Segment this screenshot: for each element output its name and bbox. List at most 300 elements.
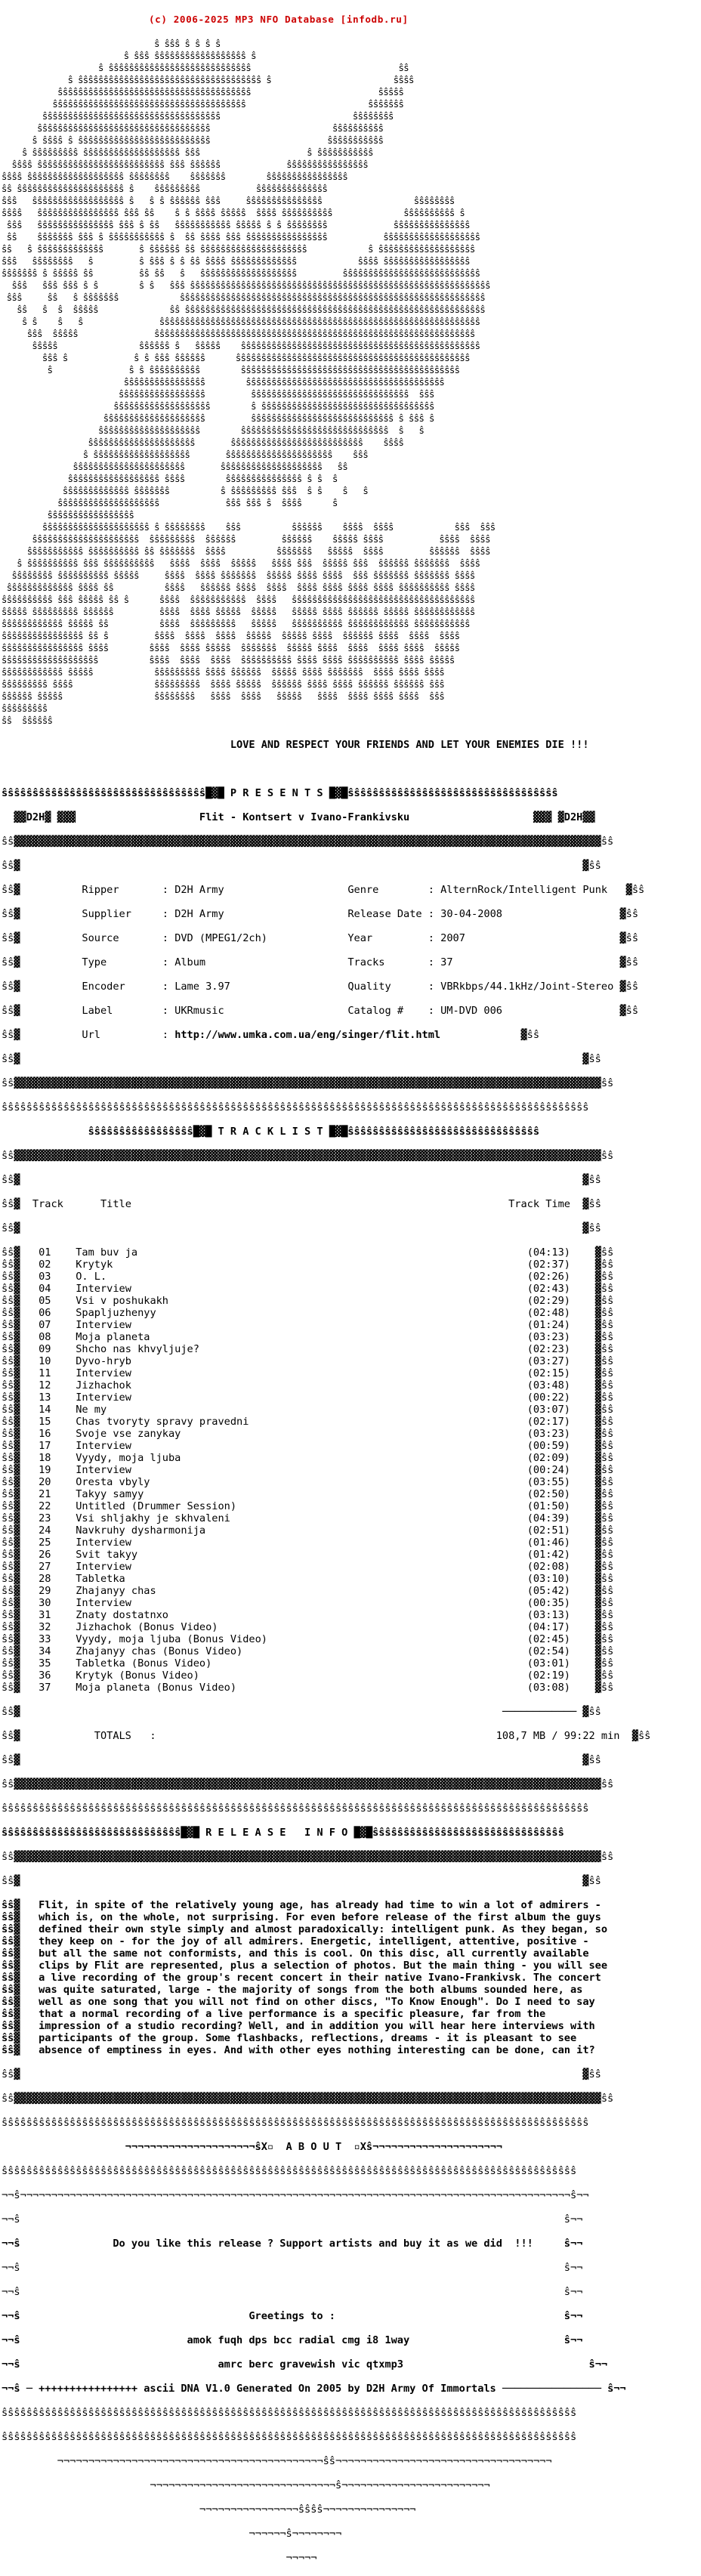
track-row: ŝŝ▓ 04 Interview (02:43) ▓ŝŝ — [2, 1283, 614, 1295]
release-info-line: ŝŝ▓ absence of emptiness in eyes. And with other eyes nothing interesting can be done, can it? — [2, 2044, 595, 2056]
frame-top: ŝŝ▓▓▓▓▓▓▓▓▓▓▓▓▓▓▓▓▓▓▓▓▓▓▓▓▓▓▓▓▓▓▓▓▓▓▓▓▓▓▓▓▓▓▓▓▓▓▓▓▓▓▓▓▓▓▓▓▓▓▓▓▓▓▓▓▓▓▓▓▓▓▓▓▓▓▓▓▓▓▓▓▓▓▓▓▓▓▓▓▓▓▓▓▓▓▓ŝŝ — [2, 1851, 614, 1863]
ascii-art-row: ŝŝŝŝŝŝŝŝŝŝŝŝŝŝŝŝŝŝŝŝŝ ŝ ŝŝŝŝŝŝŝŝ ŝŝŝ ŝŝŝŝŝŝ ŝŝŝŝ ŝŝŝŝ ŝŝŝ ŝŝŝ — [2, 522, 496, 533]
footer-taper: ¬¬¬¬¬¬¬¬¬¬¬¬¬¬¬¬ŝŝŝŝ¬¬¬¬¬¬¬¬¬¬¬¬¬¬¬ — [2, 2503, 416, 2516]
track-title: Oresta vbyly — [76, 1476, 150, 1488]
info-row: ŝŝ▓ Ripper : D2H Army Genre : AlternRock/Intelligent Punk ▓ŝŝ — [2, 884, 645, 896]
track-number: 35 — [39, 1657, 51, 1669]
ascii-art-row: ŝ ŝ ŝ ŝ ŝŝŝŝŝŝŝŝŝŝŝŝŝŝŝŝŝŝŝŝŝŝŝŝŝŝŝŝŝŝŝŝŝŝŝŝŝŝŝŝŝŝŝŝŝŝŝŝŝŝŝŝŝŝŝŝŝŝŝŝŝŝŝ — [2, 317, 480, 327]
track-title: Krytyk — [76, 1259, 113, 1271]
track-list — [2, 1246, 699, 1694]
track-title: Interview — [76, 1391, 131, 1404]
ascii-art-row: ŝŝ ŝŝŝŝŝŝŝŝŝŝŝŝŝŝŝŝŝŝŝŝŝ ŝ ŝŝŝŝŝŝŝŝŝ ŝŝŝŝŝŝŝŝŝŝŝŝŝŝ — [2, 184, 328, 194]
ascii-art-row: ŝŝŝŝŝŝŝŝŝ ŝŝŝŝ ŝŝŝŝŝŝŝŝŝ ŝŝŝŝ ŝŝŝŝŝ ŝŝŝŝŝŝ ŝŝŝŝ ŝŝŝŝ ŝŝŝŝŝŝ ŝŝŝŝŝŝ ŝŝŝ — [2, 679, 445, 690]
track-title: Vsi v poshukakh — [76, 1295, 168, 1307]
track-row: ŝŝ▓ 35 Tabletka (Bonus Video) (03:01) ▓ŝŝ — [2, 1657, 614, 1669]
track-title: Takyy samyy — [76, 1488, 144, 1500]
ascii-art-row: ŝŝŝŝŝ ŝŝŝŝŝŝŝŝŝ ŝŝŝŝŝŝ ŝŝŝŝ ŝŝŝŝ ŝŝŝŝŝ ŝŝŝŝŝ ŝŝŝŝŝ ŝŝŝŝ ŝŝŝŝŝŝ ŝŝŝŝŝ ŝŝŝŝŝŝŝŝŝŝŝŝ — [2, 607, 475, 617]
ascii-art-row: ŝ ŝŝŝŝŝŝŝŝŝ ŝŝŝŝŝŝŝŝŝŝŝŝŝŝŝŝŝŝŝ ŝŝŝ ŝ ŝŝŝŝŝŝŝŝŝŝŝ — [2, 147, 373, 158]
track-row: ŝŝ▓ 29 Zhajanyy chas (05:42) ▓ŝŝ — [2, 1585, 614, 1597]
track-number: 22 — [39, 1500, 51, 1512]
frame-line: ŝŝ▓ ▓ŝŝ — [2, 2068, 601, 2080]
track-title: Svoje vse zanykay — [76, 1428, 181, 1440]
track-time: (02:17) — [527, 1416, 570, 1428]
ascii-art-row: ŝŝŝŝŝŝŝŝŝŝŝŝŝŝŝŝŝŝŝ ŝŝŝŝ ŝŝŝŝ ŝŝŝŝ ŝŝŝŝŝŝŝŝŝŝ ŝŝŝŝ ŝŝŝŝ ŝŝŝŝŝŝŝŝŝŝ ŝŝŝŝ ŝŝŝŝŝ — [2, 655, 455, 666]
track-title: Zhajanyy chas (Bonus Video) — [76, 1645, 243, 1657]
track-number: 14 — [39, 1404, 51, 1416]
track-title: O. L. — [76, 1271, 107, 1283]
totals-separator: ŝŝ▓ ──────────── ▓ŝŝ — [2, 1706, 601, 1718]
about-banner: ¬¬¬¬¬¬¬¬¬¬¬¬¬¬¬¬¬¬¬¬¬ŝX▫ A B O U T ▫Xŝ¬¬¬¬¬¬¬¬¬¬¬¬¬¬¬¬¬¬¬¬¬ — [2, 2141, 502, 2153]
frame-line: ŝŝ▓ ▓ŝŝ — [2, 1754, 601, 1766]
track-time: (02:15) — [527, 1367, 570, 1379]
track-row: ŝŝ▓ 36 Krytyk (Bonus Video) (02:19) ▓ŝŝ — [2, 1669, 614, 1682]
track-number: 02 — [39, 1259, 51, 1271]
ascii-art-row: ŝŝŝŝŝŝŝŝŝŝŝŝŝŝŝŝŝŝŝŝŝŝŝŝŝŝŝŝŝŝŝŝŝŝŝŝŝŝ ŝŝŝŝŝŝŝ — [2, 99, 404, 110]
about-frame: ¬¬ŝ ŝ¬¬ — [2, 2213, 583, 2225]
track-row: ŝŝ▓ 32 Jizhachok (Bonus Video) (04:17) ▓ŝŝ — [2, 1621, 614, 1633]
ascii-art-row: ŝŝŝŝŝŝŝŝŝŝ ŝŝŝ ŝŝŝŝŝ ŝŝ ŝ ŝŝŝŝ ŝŝŝŝŝŝŝŝŝŝŝ ŝŝŝŝ ŝŝŝŝŝŝŝŝŝŝŝŝŝŝŝŝŝŝŝŝŝŝŝŝŝŝŝŝŝŝŝŝŝŝŝŝ — [2, 595, 475, 605]
nfo-document — [2, 2, 699, 2564]
frame-line: ŝŝ▓ ▓ŝŝ — [2, 860, 601, 872]
release-url[interactable]: http://www.umka.com.ua/eng/singer/flit.html — [174, 1029, 441, 1041]
frame-bottom: ŝŝ▓▓▓▓▓▓▓▓▓▓▓▓▓▓▓▓▓▓▓▓▓▓▓▓▓▓▓▓▓▓▓▓▓▓▓▓▓▓▓▓▓▓▓▓▓▓▓▓▓▓▓▓▓▓▓▓▓▓▓▓▓▓▓▓▓▓▓▓▓▓▓▓▓▓▓▓▓▓▓▓▓▓▓▓▓▓▓▓▓▓▓▓▓▓▓ŝŝ — [2, 1077, 614, 1089]
tracklist-label: T R A C K L I S T — [218, 1126, 323, 1138]
track-number: 06 — [39, 1307, 51, 1319]
release-info-sentence: a live recording of the group's recent concert in their native Ivano-Frankivsk. The concert — [39, 1972, 601, 1984]
track-time: (02:19) — [527, 1669, 570, 1682]
track-time: (02:37) — [527, 1259, 570, 1271]
info-row: ŝŝ▓ Url : http://www.umka.com.ua/eng/singer/flit.html ▓ŝŝ — [2, 1029, 540, 1041]
track-number: 07 — [39, 1319, 51, 1331]
track-title: Vyydy, moja ljuba (Bonus Video) — [76, 1633, 267, 1645]
track-time: (02:08) — [527, 1561, 570, 1573]
ascii-art-row: ŝŝŝŝŝŝŝŝŝ — [2, 703, 48, 714]
track-number: 30 — [39, 1597, 51, 1609]
slogan-line — [2, 739, 699, 751]
track-time: (03:27) — [527, 1355, 570, 1367]
greetings-2: amrc berc gravewish vic qtxmp3 — [218, 2358, 403, 2371]
release-info-sentence: well as one song that you will not find on other discs, "To Know Enough". Do I need to say — [39, 1996, 595, 2008]
track-title: Ne my — [76, 1404, 107, 1416]
footer-taper: ¬¬¬¬¬¬ŝ¬¬¬¬¬¬¬¬ — [2, 2528, 342, 2540]
presents-label: P R E S E N T S — [230, 787, 323, 799]
track-title: Interview — [76, 1464, 131, 1476]
release-info-line: ŝŝ▓ clips by Flit are represented, plus a selection of photos. But the main thing - you will see — [2, 1960, 608, 1972]
track-title: Spapljuzhenyy — [76, 1307, 156, 1319]
track-title: Interview — [76, 1561, 131, 1573]
credit: ascii DNA V1.0 Generated On 2005 by D2H Army Of Immortals — [144, 2383, 496, 2395]
ascii-art-row: ŝŝ ŝ ŝŝŝŝŝŝŝŝŝŝŝŝŝ ŝ ŝŝŝŝŝŝ ŝŝ ŝŝŝŝŝŝŝŝŝŝŝŝŝŝŝŝŝŝŝŝŝ ŝ ŝŝŝŝŝŝŝŝŝŝŝŝŝŝŝŝŝŝŝ — [2, 244, 475, 255]
track-row: ŝŝ▓ 22 Untitled (Drummer Session) (01:50) ▓ŝŝ — [2, 1500, 614, 1512]
track-number: 28 — [39, 1573, 51, 1585]
track-number: 03 — [39, 1271, 51, 1283]
support-text: Do you like this release ? Support artists and buy it as we did !!! — [113, 2238, 533, 2250]
spacer: ŝŝŝŝŝŝŝŝŝŝŝŝŝŝŝŝŝŝŝŝŝŝŝŝŝŝŝŝŝŝŝŝŝŝŝŝŝŝŝŝŝŝŝŝŝŝŝŝŝŝŝŝŝŝŝŝŝŝŝŝŝŝŝŝŝŝŝŝŝŝŝŝŝŝŝŝŝŝŝŝŝŝŝŝŝŝŝŝŝŝŝŝŝŝŝ — [2, 1802, 589, 1815]
ascii-art-row: ŝŝŝ ŝŝŝŝŝŝŝŝŝŝŝŝŝŝŝŝŝŝ ŝ ŝ ŝ ŝŝŝŝŝŝ ŝŝŝ ŝŝŝŝŝŝŝŝŝŝŝŝŝŝŝ ŝŝŝŝŝŝŝŝ — [2, 196, 455, 206]
track-time: (00:59) — [527, 1440, 570, 1452]
track-row: ŝŝ▓ 23 Vsi shljakhy je skhvaleni (04:39) ▓ŝŝ — [2, 1512, 614, 1524]
track-row: ŝŝ▓ 20 Oresta vbyly (03:55) ▓ŝŝ — [2, 1476, 614, 1488]
track-row: ŝŝ▓ 14 Ne my (03:07) ▓ŝŝ — [2, 1404, 614, 1416]
track-number: 09 — [39, 1343, 51, 1355]
track-title: Interview — [76, 1319, 131, 1331]
track-row: ŝŝ▓ 27 Interview (02:08) ▓ŝŝ — [2, 1561, 614, 1573]
ascii-art-row: ŝ ŝŝŝ ŝ ŝ ŝ ŝ — [2, 39, 221, 49]
track-number: 23 — [39, 1512, 51, 1524]
track-time: (02:45) — [527, 1633, 570, 1645]
presents-banner: ŝŝŝŝŝŝŝŝŝŝŝŝŝŝŝŝŝŝŝŝŝŝŝŝŝŝŝŝŝŝŝŝŝ█▓█ P R E S E N T S █▓█ŝŝŝŝŝŝŝŝŝŝŝŝŝŝŝŝŝŝŝŝŝŝŝŝŝŝŝŝŝŝŝŝŝŝ — [2, 787, 558, 799]
ascii-art-row: ŝŝŝŝŝŝŝŝŝŝŝŝŝŝŝŝ ŝŝ ŝ ŝŝŝŝ ŝŝŝŝ ŝŝŝŝ ŝŝŝŝŝ ŝŝŝŝŝ ŝŝŝŝ ŝŝŝŝŝŝ ŝŝŝŝ ŝŝŝŝ ŝŝŝŝ — [2, 631, 460, 641]
track-time: (01:50) — [527, 1500, 570, 1512]
ascii-art-row: ŝŝŝŝŝŝŝŝŝŝŝŝŝŝŝŝŝŝŝ ŝ ŝŝŝŝŝŝŝŝŝŝŝŝŝŝŝŝŝŝŝŝŝŝŝŝŝŝŝŝŝŝŝŝŝŝ — [2, 401, 434, 412]
track-time: (03:13) — [527, 1609, 570, 1621]
slogan: LOVE AND RESPECT YOUR FRIENDS AND LET YOUR ENEMIES DIE !!! — [230, 739, 589, 751]
track-row: ŝŝ▓ 05 Vsi v poshukakh (02:29) ▓ŝŝ — [2, 1295, 614, 1307]
track-row: ŝŝ▓ 25 Interview (01:46) ▓ŝŝ — [2, 1537, 614, 1549]
track-number: 27 — [39, 1561, 51, 1573]
release-info-line: ŝŝ▓ well as one song that you will not find on other discs, "To Know Enough". Do I need to say — [2, 1996, 595, 2008]
ascii-art-row: ŝŝŝ ŝŝ ŝ ŝŝŝŝŝŝŝ ŝŝŝŝŝŝŝŝŝŝŝŝŝŝŝŝŝŝŝŝŝŝŝŝŝŝŝŝŝŝŝŝŝŝŝŝŝŝŝŝŝŝŝŝŝŝŝŝŝŝŝŝŝŝŝŝŝŝŝŝ — [2, 292, 486, 303]
release-info-line: ŝŝ▓ but all the same not conformists, and this is cool. On this disc, all currently available — [2, 1947, 589, 1960]
track-number: 13 — [39, 1391, 51, 1404]
ascii-art-row: ŝŝŝ ŝŝŝŝŝŝŝŝŝŝŝŝŝŝŝ ŝŝŝ ŝ ŝŝ ŝŝŝŝŝŝŝŝŝŝŝ ŝŝŝŝŝ ŝ ŝ ŝŝŝŝŝŝŝŝ ŝŝŝŝŝŝŝŝŝŝŝŝŝŝŝ — [2, 220, 470, 230]
track-title: Vyydy, moja ljuba — [76, 1452, 181, 1464]
release-info-line: ŝŝ▓ a live recording of the group's recent concert in their native Ivano-Frankivsk. The concert — [2, 1972, 601, 1984]
ascii-art-row: ŝŝŝŝŝŝŝŝŝŝŝŝŝŝŝŝŝ — [2, 510, 134, 520]
release-info-line: ŝŝ▓ that a normal recording of a live performance is a specific pleasure, far from the — [2, 2008, 546, 2020]
release-info-sentence: impression of a studio recording? Well, and in addition you will hear here interviews with — [39, 2020, 595, 2032]
track-time: (03:23) — [527, 1331, 570, 1343]
track-title: Chas tvoryty spravy pravedni — [76, 1416, 249, 1428]
track-number: 08 — [39, 1331, 51, 1343]
footer-taper: ¬¬¬¬¬¬¬¬¬¬¬¬¬¬¬¬¬¬¬¬¬¬¬¬¬¬¬¬¬¬ŝ¬¬¬¬¬¬¬¬¬¬¬¬¬¬¬¬¬¬¬¬¬¬¬¬ — [2, 2479, 490, 2491]
frame-line: ŝŝ▓ ▓ŝŝ — [2, 1053, 601, 1065]
track-row: ŝŝ▓ 07 Interview (01:24) ▓ŝŝ — [2, 1319, 614, 1331]
track-row: ŝŝ▓ 24 Navkruhy dysharmonija (02:51) ▓ŝŝ — [2, 1524, 614, 1537]
release-info-sentence: clips by Flit are represented, plus a selection of photos. But the main thing - you will see — [39, 1960, 608, 1972]
track-time: (04:39) — [527, 1512, 570, 1524]
track-row: ŝŝ▓ 31 Znaty dostatnxo (03:13) ▓ŝŝ — [2, 1609, 614, 1621]
support-row: ¬¬ŝ Do you like this release ? Support artists and buy it as we did !!! ŝ¬¬ — [2, 2238, 583, 2250]
ascii-art-row: ŝ ŝŝŝŝŝŝŝŝŝŝ ŝŝŝ ŝŝŝŝŝŝŝŝŝŝ ŝŝŝŝ ŝŝŝŝ ŝŝŝŝŝ ŝŝŝŝ ŝŝŝ ŝŝŝŝŝ ŝŝŝ ŝŝŝŝŝŝ ŝŝŝŝŝŝŝ ŝŝŝŝ — [2, 558, 480, 569]
about-label: A B O U T — [286, 2141, 342, 2153]
track-number: 05 — [39, 1295, 51, 1307]
track-time: (01:42) — [527, 1549, 570, 1561]
track-title: Tabletka — [76, 1573, 125, 1585]
ascii-art-row: ŝŝŝ ŝŝŝŝŝ ŝŝŝŝŝŝŝŝŝŝŝŝŝŝŝŝŝŝŝŝŝŝŝŝŝŝŝŝŝŝŝŝŝŝŝŝŝŝŝŝŝŝŝŝŝŝŝŝŝŝŝŝŝŝŝŝŝŝŝŝŝŝŝ — [2, 329, 475, 339]
track-number: 15 — [39, 1416, 51, 1428]
frame-line: ŝŝ▓ ▓ŝŝ — [2, 1875, 601, 1887]
track-title: Vsi shljakhy je skhvaleni — [76, 1512, 230, 1524]
about-frame: ¬¬ŝ ŝ¬¬ — [2, 2286, 583, 2298]
track-title: Navkruhy dysharmonija — [76, 1524, 206, 1537]
track-time: (02:54) — [527, 1645, 570, 1657]
tracklist-header: ŝŝ▓ Track Title Track Time ▓ŝŝ — [2, 1198, 601, 1210]
ascii-art-row: ŝŝŝŝ ŝŝŝŝŝŝŝŝŝŝŝŝŝŝŝŝŝŝŝŝŝŝŝŝŝ ŝŝŝ ŝŝŝŝŝŝ ŝŝŝŝŝŝŝŝŝŝŝŝŝŝŝŝ — [2, 159, 369, 170]
track-title: Tabletka (Bonus Video) — [76, 1657, 212, 1669]
frame-line: ŝŝ▓ ▓ŝŝ — [2, 1222, 601, 1234]
footer-taper: ¬¬¬¬¬¬¬¬¬¬¬¬¬¬¬¬¬¬¬¬¬¬¬¬¬¬¬¬¬¬¬¬¬¬¬¬¬¬¬¬¬¬¬ŝŝ¬¬¬¬¬¬¬¬¬¬¬¬¬¬¬¬¬¬¬¬¬¬¬¬¬¬¬¬¬¬¬¬¬¬¬ — [2, 2455, 552, 2467]
spacer: ŝŝŝŝŝŝŝŝŝŝŝŝŝŝŝŝŝŝŝŝŝŝŝŝŝŝŝŝŝŝŝŝŝŝŝŝŝŝŝŝŝŝŝŝŝŝŝŝŝŝŝŝŝŝŝŝŝŝŝŝŝŝŝŝŝŝŝŝŝŝŝŝŝŝŝŝŝŝŝŝŝŝŝŝŝŝŝŝŝŝŝŝŝŝŝ — [2, 1101, 589, 1113]
track-time: (01:46) — [527, 1537, 570, 1549]
release-info-sentence: was quite saturated, large - the majority of songs from the both albums sounded here, as — [39, 1984, 583, 1996]
track-number: 10 — [39, 1355, 51, 1367]
track-number: 34 — [39, 1645, 51, 1657]
track-row: ŝŝ▓ 34 Zhajanyy chas (Bonus Video) (02:54) ▓ŝŝ — [2, 1645, 614, 1657]
track-row: ŝŝ▓ 02 Krytyk (02:37) ▓ŝŝ — [2, 1259, 614, 1271]
track-row: ŝŝ▓ 26 Svit takyy (01:42) ▓ŝŝ — [2, 1549, 614, 1561]
track-title: Dyvo-hryb — [76, 1355, 131, 1367]
track-time: (03:10) — [527, 1573, 570, 1585]
frame-line: ŝŝ▓ ▓ŝŝ — [2, 1174, 601, 1186]
track-time: (02:50) — [527, 1488, 570, 1500]
track-time: (00:22) — [527, 1391, 570, 1404]
release-info-line: ŝŝ▓ which is, on the whole, not surprising. For even before release of the first album the guys — [2, 1911, 601, 1923]
ascii-art-logo — [2, 38, 699, 727]
track-title: Jizhachok (Bonus Video) — [76, 1621, 218, 1633]
track-row: ŝŝ▓ 10 Dyvo-hryb (03:27) ▓ŝŝ — [2, 1355, 614, 1367]
release-info-sentence: participants of the group. Some flashbacks, reflections, dreams - it is pleasant to see — [39, 2032, 577, 2044]
track-title: Interview — [76, 1440, 131, 1452]
track-number: 11 — [39, 1367, 51, 1379]
about-frame: ¬¬ŝ¬¬¬¬¬¬¬¬¬¬¬¬¬¬¬¬¬¬¬¬¬¬¬¬¬¬¬¬¬¬¬¬¬¬¬¬¬¬¬¬¬¬¬¬¬¬¬¬¬¬¬¬¬¬¬¬¬¬¬¬¬¬¬¬¬¬¬¬¬¬¬¬¬¬¬¬¬¬¬¬¬¬¬¬¬¬¬¬¬ŝ¬¬ — [2, 2189, 589, 2201]
release-info-line: ŝŝ▓ Flit, in spite of the relatively young age, has already had time to win a lot of admirers - — [2, 1899, 601, 1911]
site-header: (c) 2006-2025 MP3 NFO Database [infodb.ru] — [149, 14, 409, 25]
track-time: (03:01) — [527, 1657, 570, 1669]
release-info-sentence: Flit, in spite of the relatively young age, has already had time to win a lot of admirers - — [39, 1899, 601, 1911]
track-title: Svit takyy — [76, 1549, 138, 1561]
ascii-art-row: ŝŝŝŝŝ ŝŝŝŝŝŝ ŝ ŝŝŝŝŝ ŝŝŝŝŝŝŝŝŝŝŝŝŝŝŝŝŝŝŝŝŝŝŝŝŝŝŝŝŝŝŝŝŝŝŝŝŝŝŝŝŝŝŝŝŝŝŝ — [2, 341, 480, 351]
ascii-art-row: ŝŝŝŝŝŝŝŝŝŝŝŝŝŝŝŝŝŝŝŝ ŝŝŝŝŝŝŝŝŝŝŝŝŝŝŝŝŝŝŝŝŝŝŝŝŝŝŝŝ ŝ ŝŝŝ ŝ — [2, 413, 434, 424]
track-row: ŝŝ▓ 16 Svoje vse zanykay (03:23) ▓ŝŝ — [2, 1428, 614, 1440]
spacer: ŝŝŝŝŝŝŝŝŝŝŝŝŝŝŝŝŝŝŝŝŝŝŝŝŝŝŝŝŝŝŝŝŝŝŝŝŝŝŝŝŝŝŝŝŝŝŝŝŝŝŝŝŝŝŝŝŝŝŝŝŝŝŝŝŝŝŝŝŝŝŝŝŝŝŝŝŝŝŝŝŝŝŝŝŝŝŝŝŝŝŝŝŝŝŝ — [2, 2117, 589, 2129]
track-row: ŝŝ▓ 08 Moja planeta (03:23) ▓ŝŝ — [2, 1331, 614, 1343]
footer-taper: ¬¬¬¬¬ — [2, 2552, 317, 2564]
release-info-line: ŝŝ▓ impression of a studio recording? Well, and in addition you will hear here interviews with — [2, 2020, 595, 2032]
track-title: Interview — [76, 1367, 131, 1379]
greetings-row: ¬¬ŝ amok fuqh dps bcc radial cmg i8 1way ŝ¬¬ — [2, 2334, 583, 2346]
track-title: Moja planeta — [76, 1331, 150, 1343]
track-title: Interview — [76, 1597, 131, 1609]
ascii-art-row: ŝŝŝŝŝŝ ŝŝŝŝŝ ŝŝŝŝŝŝŝŝ ŝŝŝŝ ŝŝŝŝ ŝŝŝŝŝ ŝŝŝŝ ŝŝŝŝ ŝŝŝŝ ŝŝŝŝ ŝŝŝ — [2, 691, 445, 702]
frame-bottom: ŝŝ▓▓▓▓▓▓▓▓▓▓▓▓▓▓▓▓▓▓▓▓▓▓▓▓▓▓▓▓▓▓▓▓▓▓▓▓▓▓▓▓▓▓▓▓▓▓▓▓▓▓▓▓▓▓▓▓▓▓▓▓▓▓▓▓▓▓▓▓▓▓▓▓▓▓▓▓▓▓▓▓▓▓▓▓▓▓▓▓▓▓▓▓▓▓▓ŝŝ — [2, 2093, 614, 2105]
credit-row: ¬¬ŝ ─ ++++++++++++++++ ascii DNA V1.0 Generated On 2005 by D2H Army Of Immortals ──────────────── ŝ¬¬ — [2, 2383, 626, 2395]
ascii-art-row: ŝŝŝŝ ŝŝŝŝŝŝŝŝŝŝŝŝŝŝŝŝ ŝŝŝ ŝŝ ŝ ŝ ŝŝŝŝ ŝŝŝŝŝ ŝŝŝŝ ŝŝŝŝŝŝŝŝŝŝ ŝŝŝŝŝŝŝŝŝŝ ŝ — [2, 208, 465, 218]
track-number: 32 — [39, 1621, 51, 1633]
greetings-1: amok fuqh dps bcc radial cmg i8 1way — [187, 2334, 410, 2346]
col-title: Title — [100, 1198, 131, 1210]
track-title: Zhajanyy chas — [76, 1585, 156, 1597]
ascii-art-row: ŝŝ ŝŝŝŝŝŝŝ ŝŝŝ ŝ ŝŝŝŝŝŝŝŝŝŝŝ ŝ ŝŝ ŝŝŝŝ ŝŝŝ ŝŝŝŝŝŝŝŝŝŝŝŝŝŝŝŝ ŝŝŝŝŝŝŝŝŝŝŝŝŝŝŝŝŝŝŝ — [2, 232, 480, 242]
ascii-art-row: ŝŝŝŝ ŝŝŝŝŝŝŝŝŝŝŝŝŝŝŝŝŝŝŝ ŝŝŝŝŝŝŝŝ ŝŝŝŝŝŝŝ ŝŝŝŝŝŝŝŝŝŝŝŝŝŝŝŝ — [2, 171, 348, 182]
track-time: (03:23) — [527, 1428, 570, 1440]
about-frame: ¬¬ŝ ŝ¬¬ — [2, 2262, 583, 2274]
ascii-art-row: ŝ ŝŝŝŝŝŝŝŝŝŝŝŝŝŝŝŝŝŝŝ ŝŝŝŝŝŝŝŝŝŝŝŝŝŝŝŝŝŝŝŝŝ ŝŝŝ — [2, 449, 369, 460]
release-title: Flit - Kontsert v Ivano-Frankivsku — [199, 811, 410, 823]
info-row: ŝŝ▓ Type : Album Tracks : 37 ▓ŝŝ — [2, 956, 639, 968]
track-number: 18 — [39, 1452, 51, 1464]
track-number: 21 — [39, 1488, 51, 1500]
track-number: 31 — [39, 1609, 51, 1621]
track-time: (02:23) — [527, 1343, 570, 1355]
track-time: (04:17) — [527, 1621, 570, 1633]
ascii-art-row: ŝŝŝŝŝŝŝŝŝŝŝŝŝŝŝŝŝŝŝŝŝŝ ŝŝŝŝŝŝŝŝŝŝŝŝŝŝŝŝŝŝŝŝ ŝŝ — [2, 462, 348, 472]
ascii-art-row: ŝŝŝŝŝŝŝŝŝŝŝŝŝŝŝŝŝŝŝŝŝŝŝŝŝŝŝŝŝŝŝŝŝŝ ŝŝŝŝŝŝŝŝŝŝ — [2, 123, 384, 134]
track-row: ŝŝ▓ 01 Tam buv ja (04:13) ▓ŝŝ — [2, 1246, 614, 1259]
track-time: (02:51) — [527, 1524, 570, 1537]
release-info-line: ŝŝ▓ they keep on - for the joy of all admirers. Energetic, intelligent, attentive, positive - — [2, 1935, 589, 1947]
release-info-banner: ŝŝŝŝŝŝŝŝŝŝŝŝŝŝŝŝŝŝŝŝŝŝŝŝŝŝŝŝŝ█▓█ R E L E A S E I N F O █▓█ŝŝŝŝŝŝŝŝŝŝŝŝŝŝŝŝŝŝŝŝŝŝŝŝŝŝŝŝŝŝŝ — [2, 1827, 564, 1839]
track-row: ŝŝ▓ 33 Vyydy, moja ljuba (Bonus Video) (02:45) ▓ŝŝ — [2, 1633, 614, 1645]
totals-row: ŝŝ▓ TOTALS : 108,7 MB / 99:22 min ▓ŝŝ — [2, 1730, 651, 1742]
ascii-art-row: ŝŝŝŝŝŝŝŝŝŝŝŝ ŝŝŝŝŝ ŝŝ ŝŝŝŝ ŝŝŝŝŝŝŝŝŝ ŝŝŝŝŝ ŝŝŝŝŝŝŝŝŝŝ ŝŝŝŝŝŝŝŝŝŝŝŝ ŝŝŝŝŝŝŝŝŝŝŝ — [2, 619, 470, 629]
release-info-sentence: that a normal recording of a live performance is a specific pleasure, far from the — [39, 2008, 546, 2020]
info-row: ŝŝ▓ Supplier : D2H Army Release Date : 30-04-2008 ▓ŝŝ — [2, 908, 639, 920]
track-number: 16 — [39, 1428, 51, 1440]
track-time: (02:43) — [527, 1283, 570, 1295]
ascii-art-row: ŝŝŝ ŝ ŝ ŝ ŝŝŝ ŝŝŝŝŝŝ ŝŝŝŝŝŝŝŝŝŝŝŝŝŝŝŝŝŝŝŝŝŝŝŝŝŝŝŝŝŝŝŝŝŝŝŝŝŝŝŝŝŝŝŝŝŝ — [2, 353, 470, 363]
ascii-art-row: ŝ ŝŝŝŝ ŝ ŝŝŝŝŝŝŝŝŝŝŝŝŝŝŝŝŝŝŝŝŝŝŝŝŝŝ ŝŝŝŝŝŝŝŝŝŝŝ — [2, 135, 384, 146]
greetings-label: Greetings to : — [249, 2310, 335, 2322]
group-tag-right: D2H — [564, 811, 583, 823]
track-row: ŝŝ▓ 28 Tabletka (03:10) ▓ŝŝ — [2, 1573, 614, 1585]
ascii-art-row: ŝŝŝŝŝŝŝŝŝŝŝŝŝŝŝŝŝŝŝŝ ŝŝŝŝŝŝŝŝŝŝŝŝŝŝŝŝŝŝŝŝŝŝŝŝŝŝŝŝŝ ŝ ŝ — [2, 425, 425, 436]
tracklist-banner: ŝŝŝŝŝŝŝŝŝŝŝŝŝŝŝŝŝ█▓█ T R A C K L I S T █▓█ŝŝŝŝŝŝŝŝŝŝŝŝŝŝŝŝŝŝŝŝŝŝŝŝŝŝŝŝŝŝŝ — [2, 1126, 540, 1138]
track-title: Interview — [76, 1283, 131, 1295]
ascii-art-row: ŝŝŝ ŝŝŝ ŝŝŝ ŝ ŝ ŝ ŝ ŝŝŝ ŝŝŝŝŝŝŝŝŝŝŝŝŝŝŝŝŝŝŝŝŝŝŝŝŝŝŝŝŝŝŝŝŝŝŝŝŝŝŝŝŝŝŝŝŝŝŝŝŝŝŝŝŝŝŝŝŝŝŝ — [2, 280, 490, 291]
info-row: ŝŝ▓ Source : DVD (MPEG1/2ch) Year : 2007 ▓ŝŝ — [2, 932, 639, 944]
track-time: (03:55) — [527, 1476, 570, 1488]
track-number: 20 — [39, 1476, 51, 1488]
track-title: Tam buv ja — [76, 1246, 138, 1259]
track-time: (02:29) — [527, 1295, 570, 1307]
ascii-art-row: ŝŝŝŝŝŝŝŝŝŝŝŝŝŝŝŝŝŝŝŝŝ ŝŝŝŝŝŝŝŝŝ ŝŝŝŝŝŝ ŝŝŝŝŝŝ ŝŝŝŝŝ ŝŝŝŝ ŝŝŝŝ ŝŝŝŝ — [2, 534, 490, 545]
track-row: ŝŝ▓ 06 Spapljuzhenyy (02:48) ▓ŝŝ — [2, 1307, 614, 1319]
info-row: ŝŝ▓ Encoder : Lame 3.97 Quality : VBRkbps/44.1kHz/Joint-Stereo ▓ŝŝ — [2, 981, 639, 993]
track-number: 33 — [39, 1633, 51, 1645]
ascii-art-row: ŝŝŝŝŝŝŝŝŝŝŝŝŝŝŝŝŝŝŝŝ ŝŝŝ ŝŝŝ ŝ ŝŝŝŝ ŝ — [2, 498, 338, 508]
about-frame: ŝŝŝŝŝŝŝŝŝŝŝŝŝŝŝŝŝŝŝŝŝŝŝŝŝŝŝŝŝŝŝŝŝŝŝŝŝŝŝŝŝŝŝŝŝŝŝŝŝŝŝŝŝŝŝŝŝŝŝŝŝŝŝŝŝŝŝŝŝŝŝŝŝŝŝŝŝŝŝŝŝŝŝŝŝŝŝŝŝŝŝŝŝ — [2, 2165, 577, 2177]
release-info-sentence: absence of emptiness in eyes. And with other eyes nothing interesting can be done, can it? — [39, 2044, 595, 2056]
track-number: 12 — [39, 1379, 51, 1391]
track-time: (03:48) — [527, 1379, 570, 1391]
ascii-art-row: ŝ ŝ ŝ ŝŝŝŝŝŝŝŝŝŝ ŝŝŝŝŝŝŝŝŝŝŝŝŝŝŝŝŝŝŝŝŝŝŝŝŝŝŝŝŝŝŝŝŝŝŝŝŝŝŝŝŝŝŝ — [2, 365, 460, 375]
ascii-art-row: ŝŝŝŝŝŝŝŝŝŝŝŝŝŝŝŝŝ ŝŝŝŝŝŝŝŝŝŝŝŝŝŝŝŝŝŝŝŝŝŝŝŝŝŝŝŝŝŝŝ ŝŝŝ — [2, 389, 434, 400]
blank-line — [2, 763, 699, 775]
ascii-art-row: ŝŝŝŝŝŝŝŝŝŝŝŝŝŝŝŝŝŝ ŝŝŝŝ ŝŝŝŝŝŝŝŝŝŝŝŝŝŝŝ ŝ ŝ ŝ — [2, 474, 338, 484]
track-time: (03:08) — [527, 1682, 570, 1694]
track-row: ŝŝ▓ 15 Chas tvoryty spravy pravedni (02:17) ▓ŝŝ — [2, 1416, 614, 1428]
release-info-label: R E L E A S E I N F O — [205, 1827, 348, 1839]
ascii-art-row: ŝ ŝŝŝŝŝŝŝŝŝŝŝŝŝŝŝŝŝŝŝŝŝŝŝŝŝŝŝŝŝŝŝŝŝŝŝŝ ŝ ŝŝŝŝ — [2, 75, 414, 85]
release-info-line: ŝŝ▓ participants of the group. Some flashbacks, reflections, dreams - it is pleasant to see — [2, 2032, 577, 2044]
col-time: Track Time — [508, 1198, 570, 1210]
track-title: Untitled (Drummer Session) — [76, 1500, 237, 1512]
track-time: (02:48) — [527, 1307, 570, 1319]
frame-bottom: ŝŝ▓▓▓▓▓▓▓▓▓▓▓▓▓▓▓▓▓▓▓▓▓▓▓▓▓▓▓▓▓▓▓▓▓▓▓▓▓▓▓▓▓▓▓▓▓▓▓▓▓▓▓▓▓▓▓▓▓▓▓▓▓▓▓▓▓▓▓▓▓▓▓▓▓▓▓▓▓▓▓▓▓▓▓▓▓▓▓▓▓▓▓▓▓▓▓ŝŝ — [2, 1778, 614, 1790]
track-title: Interview — [76, 1537, 131, 1549]
track-number: 25 — [39, 1537, 51, 1549]
track-number: 29 — [39, 1585, 51, 1597]
ascii-art-row: ŝŝŝ ŝŝŝŝŝŝŝŝ ŝ ŝ ŝŝŝ ŝ ŝ ŝŝ ŝŝŝŝ ŝŝŝŝŝŝŝŝŝŝŝŝŝ ŝŝŝŝ ŝŝŝŝŝŝŝŝŝŝŝŝŝŝŝŝŝ — [2, 256, 470, 267]
ascii-art-row: ŝŝ ŝ ŝ ŝŝŝŝŝ ŝŝ ŝŝŝŝŝŝŝŝŝŝŝŝŝŝŝŝŝŝŝŝŝŝŝŝŝŝŝŝŝŝŝŝŝŝŝŝŝŝŝŝŝŝŝŝŝŝŝŝŝŝŝŝŝŝŝŝŝŝŝ — [2, 304, 486, 315]
ascii-art-row: ŝ ŝŝŝŝŝŝŝŝŝŝŝŝŝŝŝŝŝŝŝŝŝŝŝŝŝŝŝŝ ŝŝ — [2, 63, 409, 73]
ascii-art-row: ŝŝŝŝŝŝŝŝŝŝŝ ŝŝŝŝŝŝŝŝŝŝ ŝŝ ŝŝŝŝŝŝŝ ŝŝŝŝ ŝŝŝŝŝŝŝ ŝŝŝŝŝ ŝŝŝŝ ŝŝŝŝŝŝ ŝŝŝŝ — [2, 546, 490, 557]
release-info-sentence: which is, on the whole, not surprising. For even before release of the first album the guys — [39, 1911, 601, 1923]
track-number: 01 — [39, 1246, 51, 1259]
track-row: ŝŝ▓ 03 O. L. (02:26) ▓ŝŝ — [2, 1271, 614, 1283]
track-number: 24 — [39, 1524, 51, 1537]
track-number: 17 — [39, 1440, 51, 1452]
track-title: Shcho nas khvyljuje? — [76, 1343, 199, 1355]
title-bar: ▓▓D2H▓ ▓▓▓ Flit - Kontsert v Ivano-Frankivsku ▓▓▓ ▓D2H▓▓ — [2, 811, 595, 823]
track-number: 37 — [39, 1682, 51, 1694]
totals-label: TOTALS : — [94, 1730, 156, 1742]
ascii-art-row: ŝŝŝŝŝŝŝŝ ŝŝŝŝŝŝŝŝŝŝ ŝŝŝŝŝ ŝŝŝŝ ŝŝŝŝ ŝŝŝŝŝŝŝ ŝŝŝŝŝ ŝŝŝŝ ŝŝŝŝ ŝŝŝ ŝŝŝŝŝŝŝ ŝŝŝŝŝŝŝ ŝŝŝŝ — [2, 570, 475, 581]
ascii-art-row: ŝ ŝŝŝ ŝŝŝŝŝŝŝŝŝŝŝŝŝŝŝŝŝŝ ŝ — [2, 51, 256, 61]
track-time: (02:09) — [527, 1452, 570, 1464]
frame-top: ŝŝ▓▓▓▓▓▓▓▓▓▓▓▓▓▓▓▓▓▓▓▓▓▓▓▓▓▓▓▓▓▓▓▓▓▓▓▓▓▓▓▓▓▓▓▓▓▓▓▓▓▓▓▓▓▓▓▓▓▓▓▓▓▓▓▓▓▓▓▓▓▓▓▓▓▓▓▓▓▓▓▓▓▓▓▓▓▓▓▓▓▓▓▓▓▓▓ŝŝ — [2, 836, 614, 848]
track-number: 26 — [39, 1549, 51, 1561]
release-info-text — [2, 1899, 699, 2056]
ascii-art-row: ŝŝŝŝŝŝŝŝŝŝŝŝŝ ŝŝŝŝ ŝŝ ŝŝŝŝ ŝŝŝŝŝŝ ŝŝŝŝ ŝŝŝŝ ŝŝŝŝ ŝŝŝŝ ŝŝŝŝ ŝŝŝŝ ŝŝŝŝŝŝŝŝŝŝ ŝŝŝŝ — [2, 582, 475, 593]
track-time: (04:13) — [527, 1246, 570, 1259]
release-info-sentence: they keep on - for the joy of all admirers. Energetic, intelligent, attentive, positive - — [39, 1935, 589, 1947]
track-time: (03:07) — [527, 1404, 570, 1416]
frame-top: ŝŝ▓▓▓▓▓▓▓▓▓▓▓▓▓▓▓▓▓▓▓▓▓▓▓▓▓▓▓▓▓▓▓▓▓▓▓▓▓▓▓▓▓▓▓▓▓▓▓▓▓▓▓▓▓▓▓▓▓▓▓▓▓▓▓▓▓▓▓▓▓▓▓▓▓▓▓▓▓▓▓▓▓▓▓▓▓▓▓▓▓▓▓▓▓▓▓ŝŝ — [2, 1150, 614, 1162]
group-tag-left: D2H — [26, 811, 45, 823]
release-info-sentence: but all the same not conformists, and this is cool. On this disc, all currently available — [39, 1947, 589, 1960]
track-title: Moja planeta (Bonus Video) — [76, 1682, 237, 1694]
track-title: Znaty dostatnxo — [76, 1609, 168, 1621]
totals-value: 108,7 MB / 99:22 min — [496, 1730, 620, 1742]
track-row: ŝŝ▓ 21 Takyy samyy (02:50) ▓ŝŝ — [2, 1488, 614, 1500]
info-row: ŝŝ▓ Label : UKRmusic Catalog # : UM-DVD 006 ▓ŝŝ — [2, 1005, 639, 1017]
ascii-art-row: ŝŝŝŝŝŝŝŝŝŝŝŝŝŝŝŝ ŝŝŝŝ ŝŝŝŝ ŝŝŝŝ ŝŝŝŝŝ ŝŝŝŝŝŝŝ ŝŝŝŝŝ ŝŝŝŝ ŝŝŝŝ ŝŝŝŝ ŝŝŝŝ ŝŝŝŝŝ — [2, 643, 460, 653]
track-time: (01:24) — [527, 1319, 570, 1331]
track-time: (00:35) — [527, 1597, 570, 1609]
track-title: Jizhachok — [76, 1379, 131, 1391]
track-row: ŝŝ▓ 18 Vyydy, moja ljuba (02:09) ▓ŝŝ — [2, 1452, 614, 1464]
track-row: ŝŝ▓ 17 Interview (00:59) ▓ŝŝ — [2, 1440, 614, 1452]
ascii-art-row: ŝŝŝŝŝŝŝŝŝŝŝŝ ŝŝŝŝŝ ŝŝŝŝŝŝŝŝŝ ŝŝŝŝ ŝŝŝŝŝŝ ŝŝŝŝŝ ŝŝŝŝ ŝŝŝŝŝŝŝ ŝŝŝŝ ŝŝŝŝ ŝŝŝŝ — [2, 667, 445, 678]
track-row: ŝŝ▓ 09 Shcho nas khvyljuje? (02:23) ▓ŝŝ — [2, 1343, 614, 1355]
about-frame: ŝŝŝŝŝŝŝŝŝŝŝŝŝŝŝŝŝŝŝŝŝŝŝŝŝŝŝŝŝŝŝŝŝŝŝŝŝŝŝŝŝŝŝŝŝŝŝŝŝŝŝŝŝŝŝŝŝŝŝŝŝŝŝŝŝŝŝŝŝŝŝŝŝŝŝŝŝŝŝŝŝŝŝŝŝŝŝŝŝŝŝŝŝ — [2, 2407, 577, 2419]
ascii-art-row: ŝŝŝŝŝŝŝŝŝŝŝŝŝŝŝŝŝŝŝŝŝŝŝŝŝŝŝŝŝŝŝŝŝŝŝŝŝŝ ŝŝŝŝŝ — [2, 87, 404, 97]
track-row: ŝŝ▓ 11 Interview (02:15) ▓ŝŝ — [2, 1367, 614, 1379]
track-row: ŝŝ▓ 19 Interview (00:24) ▓ŝŝ — [2, 1464, 614, 1476]
track-time: (02:26) — [527, 1271, 570, 1283]
track-time: (05:42) — [527, 1585, 570, 1597]
track-row: ŝŝ▓ 12 Jizhachok (03:48) ▓ŝŝ — [2, 1379, 614, 1391]
about-frame: ŝŝŝŝŝŝŝŝŝŝŝŝŝŝŝŝŝŝŝŝŝŝŝŝŝŝŝŝŝŝŝŝŝŝŝŝŝŝŝŝŝŝŝŝŝŝŝŝŝŝŝŝŝŝŝŝŝŝŝŝŝŝŝŝŝŝŝŝŝŝŝŝŝŝŝŝŝŝŝŝŝŝŝŝŝŝŝŝŝŝŝŝŝ — [2, 2431, 577, 2443]
release-info-sentence: defined their own style simply and almost paradoxically: intelligent punk. As they began, so — [39, 1923, 608, 1935]
track-row: ŝŝ▓ 30 Interview (00:35) ▓ŝŝ — [2, 1597, 614, 1609]
ascii-art-row: ŝŝŝŝŝŝŝŝŝŝŝŝŝŝŝŝŝŝŝŝŝ ŝŝŝŝŝŝŝŝŝŝŝŝŝŝŝŝŝŝŝŝŝŝŝŝŝŝ ŝŝŝŝ — [2, 437, 404, 448]
release-info-line: ŝŝ▓ defined their own style simply and almost paradoxically: intelligent punk. As they began, so — [2, 1923, 608, 1935]
track-number: 36 — [39, 1669, 51, 1682]
track-row: ŝŝ▓ 37 Moja planeta (Bonus Video) (03:08) ▓ŝŝ — [2, 1682, 614, 1694]
col-track: Track — [32, 1198, 63, 1210]
ascii-art-row: ŝŝ ŝŝŝŝŝŝ — [2, 715, 53, 726]
ascii-art-row: ŝŝŝŝŝŝŝ ŝ ŝŝŝŝŝ ŝŝ ŝŝ ŝŝ ŝ ŝŝŝŝŝŝŝŝŝŝŝŝŝŝŝŝŝŝŝ ŝŝŝŝŝŝŝŝŝŝŝŝŝŝŝŝŝŝŝŝŝŝŝŝŝŝŝ — [2, 268, 480, 279]
ascii-art-row: ŝŝŝŝŝŝŝŝŝŝŝŝŝŝŝŝŝŝŝŝŝŝŝŝŝŝŝŝŝŝŝŝŝŝŝ ŝŝŝŝŝŝŝŝ — [2, 111, 394, 122]
track-row: ŝŝ▓ 13 Interview (00:22) ▓ŝŝ — [2, 1391, 614, 1404]
release-info-line: ŝŝ▓ was quite saturated, large - the majority of songs from the both albums sounded here, as — [2, 1984, 583, 1996]
track-number: 19 — [39, 1464, 51, 1476]
track-number: 04 — [39, 1283, 51, 1295]
track-time: (00:24) — [527, 1464, 570, 1476]
